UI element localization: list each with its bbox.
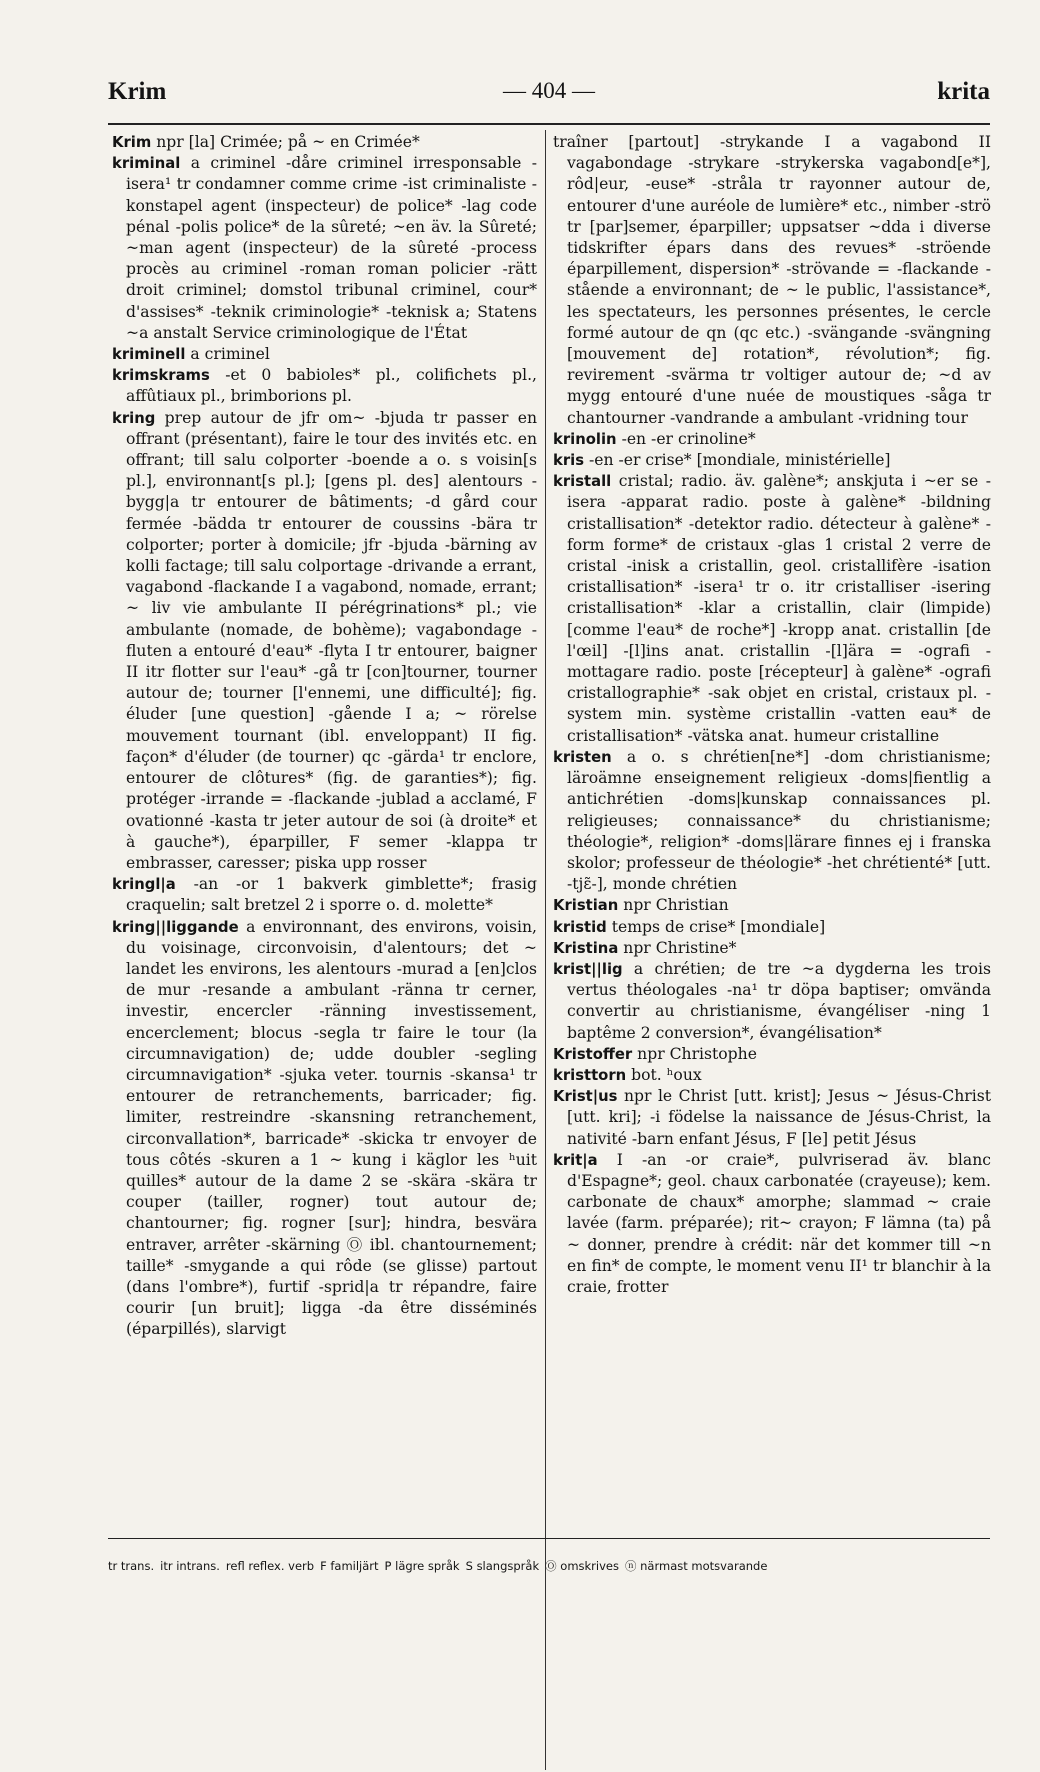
entry-headword: kristen [553,748,612,766]
left-column [112,132,537,1772]
entry-definition: -et 0 babioles* pl., colifichets pl., affûtiaux pl., brimborions pl. [126,366,537,406]
dictionary-entry [112,365,537,407]
entry-headword: kriminell [112,346,186,364]
column-divider [545,130,546,1770]
dictionary-entry [553,132,991,429]
footer-rule [108,1538,990,1539]
header-rule [108,123,990,125]
dictionary-entry [553,1086,991,1150]
dictionary-entry [553,959,991,1044]
entry-definition: bot. ʰoux [631,1065,702,1084]
entry-headword: kristid [553,918,607,936]
entry-headword: kris [553,452,585,470]
entry-headword: Kristoffer [553,1045,633,1063]
page-number: — 404 — [503,78,595,103]
dictionary-entry [112,917,537,1341]
dictionary-entry [112,132,537,153]
entry-definition: -an -or 1 bakverk gimblette*; frasig craquelin; salt bretzel 2 i sporre o. d. molette* [126,875,537,915]
dictionary-entry [553,1065,991,1086]
entry-definition: a criminel [190,345,270,364]
running-head-left: Krim [108,78,167,105]
entry-headword: Kristina [553,939,619,957]
entry-definition: npr le Christ [utt. krist]; Jesus ~ Jésus-Christ [utt. kri]; -i födelse la naissance de Jésus-Christ, la nativité -barn enfant Jésus, F [le] petit Jésus [567,1087,991,1148]
legend-item: Ⓞ omskrives [545,1559,619,1573]
dictionary-entry [112,153,537,344]
running-head-right: krita [937,78,990,105]
entry-headword: krist||lig [553,960,623,978]
dictionary-entry [112,344,537,365]
legend-item: F familjärt [320,1559,379,1573]
dictionary-entry [553,471,991,747]
entry-headword: Krim [112,134,152,151]
legend-item: P lägre språk [384,1559,460,1573]
entry-definition: a environnant, des environs, voisin, du voisinage, circonvoisin, d'alentours; det ~ landet les environs, les alentours -murad a [en]clos de mur -resande a ambulant -ränna tr cerner, investir, encercler -ränning investissement, encerclement; blocus -segla tr faire le tour (la circumnavigation) de; udde doubler -segling circumnavigation* -sjuka veter. tournis -skansa¹ tr entourer de retranchements, barricader; fig. limiter, restreindre -skansning retranchement, circonvallation*, barricade* -skicka tr envoyer de tous côtés -skuren a 1 ~ kung i käglor les ʰuit quilles* autour de la dame 2 se -skära -skära tr couper (tailler, rogner) tout autour de; chantourner; fig. rogner [sur]; hindra, besvära entraver, arrêter -skärning Ⓞ ibl. chantournement; taille* -smygande a qui rôde (se glisse) partout (dans l'ombre*), furtif -sprid|a tr répandre, faire courir [un bruit]; ligga -da être disséminés (éparpillés), slarvigt [126,917,537,1339]
entry-definition: temps de crise* [mondiale] [611,917,826,936]
entry-definition: -en -er crise* [mondiale, ministérielle] [589,451,891,470]
dictionary-entry [112,874,537,916]
entry-definition: -en -er crinoline* [621,429,756,448]
entry-headword: Krist|us [553,1088,618,1106]
entry-headword: kriminal [112,155,181,173]
entry-headword: kringl|a [112,876,176,894]
dictionary-entry [112,408,537,874]
dictionary-entry [553,450,991,471]
abbreviation-legend [108,1558,990,1574]
dictionary-entry [553,895,991,916]
dictionary-entry [553,938,991,959]
entry-definition: a chrétien; de tre ~a dygderna les trois vertus théologales -na¹ tr döpa baptiser; omvända convertir au christianisme, évangéliser -ning 1 baptême 2 conversion*, évangélisation* [567,959,991,1042]
entry-headword: krit|a [553,1151,598,1169]
entry-headword: kring [112,409,156,427]
entry-definition: prep autour de jfr om~ -bjuda tr passer en offrant (présentant), faire le tour des invités etc. en offrant; till salu colporter -boende a o. s voisin[s pl.], environnant[s pl.]; [gens pl. des] alentours -bygg|a tr entourer de bâtiments; -d gård cour fermée -bädda tr entourer de coussins -bära tr colporter; porter à domicile; jfr -bjuda -bärning av kolli factage; till salu colportage -drivande a errant, vagabond -flackande I a vagabond, nomade, errant; ~ liv vie ambulante II pérégrinations* pl.; vie ambulante (nomade, de bohème); vagabondage -fluten a entouré d'eau* -flyta I tr entourer, baigner II itr flotter sur l'eau* -gå tr [con]tourner, tourner autour de; tourner [l'ennemi, une difficulté]; fig. éluder [une question] -gående I a; ~ rörelse mouvement tournant (ibl. enveloppant) II fig. façon* d'éluder (de tourner) qc -gärda¹ tr enclore, entourer de clôtures* (fig. de garanties*); fig. protéger -irrande = -flackande -jublad a acclamé, F ovationné -kasta tr jeter autour de soi (à droite* et à gauche*), éparpiller, F semer -klappa tr embrasser, caresser; piska upp rosser [126,408,537,872]
legend-item: tr trans. [108,1559,155,1573]
legend-item: S slangspråk [465,1559,540,1573]
entry-definition: a criminel -dåre criminel irresponsable -isera¹ tr condamner comme crime -ist criminaliste -konstapel agent (inspecteur) de police* -lag code pénal -polis police* de la sûreté; ~en äv. la Sûreté; ~man agent (inspecteur) de la sûreté -process procès au criminel -roman roman policier -rätt droit criminel; domstol tribunal criminel, cour* d'assises* -teknik criminologie* -teknisk a; Statens ~a anstalt Service criminologique de l'État [126,154,537,342]
dictionary-entry [553,1150,991,1298]
entry-headword: Kristian [553,897,619,915]
entry-definition: npr [la] Crimée; på ~ en Crimée* [156,133,420,151]
entry-definition: npr Christine* [623,938,737,957]
right-column [553,132,991,1772]
entry-definition: npr Christophe [637,1044,757,1063]
entry-definition: cristal; radio. äv. galène*; anskjuta i ~er se -isera -apparat radio. poste à galène* -bildning cristallisation* -detektor radio. détecteur à galène* -form forme* de cristaux -glas 1 cristal 2 verre de cristal -inisk a cristallin, geol. cristallifère -isation cristallisation* -isera¹ tr o. itr cristalliser -isering cristallisation* -klar a cristallin, clair (limpide) [comme l'eau* de roche*] -kropp anat. cristallin [de l'œil] -[l]ins anat. cristallin -[l]ära = -ografi -mottagare radio. poste [récepteur] à galène* -ografi cristallographie* -sak objet en cristal, cristaux pl. -system min. système cristallin -vatten eau* de cristallisation* -vätska anat. humeur cristalline [567,472,991,745]
dictionary-entry [553,1044,991,1065]
legend-item: itr intrans. [160,1559,220,1573]
entry-definition: I -an -or craie*, pulvriserad äv. blanc d'Espagne*; geol. chaux carbonatée (crayeuse); kem. carbonate de chaux* amorphe; slammad ~ craie lavée (farm. préparée); rit~ crayon; F lämna (ta) på ~ donner, prendre à crédit: när det kommer till ~n en fin* de compte, le moment venu II¹ tr blanchir à la craie, frotter [567,1150,991,1296]
dictionary-entry [553,917,991,938]
dictionary-entry [553,429,991,450]
legend-item: refl reflex. verb [225,1559,315,1573]
entry-headword: krimskrams [112,367,210,385]
entry-headword: kristtorn [553,1066,627,1084]
entry-headword: krinolin [553,430,617,448]
entry-headword: kristall [553,473,612,491]
dictionary-entry [553,747,991,895]
legend-item: ⓝ närmast motsvarande [624,1559,768,1573]
entry-definition: traîner [partout] -strykande I a vagabond II vagabondage -strykare -strykerska vagabond[e*], rôd|eur, -euse* -stråla tr rayonner autour de, entourer d'une auréole de lumière* etc., nimber -strö tr [par]semer, éparpiller; uppsatser ~dda i diverse tidskrifter épars dans des revues* -ströende éparpillement, dispersion* -strövande = -flackande -stående a environnant; de ~ le public, l'assistance*, les spectateurs, les personnes présentes, le cercle formé autour de qn (qc etc.) -svängande -svängning [mouvement de] rotation*, révolution*; fig. revirement -svärma tr voltiger autour de; ~d av mygg entouré d'une nuée de moustiques -såga tr chantourner -vandrande a ambulant -vridning tour [553,133,991,427]
page-header [108,78,990,114]
entry-definition: npr Christian [623,896,729,915]
entry-definition: a o. s chrétien[ne*] -dom christianisme; läroämne enseignement religieux -doms|fientlig a antichrétien -doms|kunskap connaissances pl. religieuses; connaissance* du christianisme; théologie*, religion* -doms|lärare finnes ej i franska skolor; professeur de théologie* -het chrétienté* [utt. -tjɛ̃-], monde chrétien [567,747,991,894]
entry-headword: kring||liggande [112,918,239,936]
